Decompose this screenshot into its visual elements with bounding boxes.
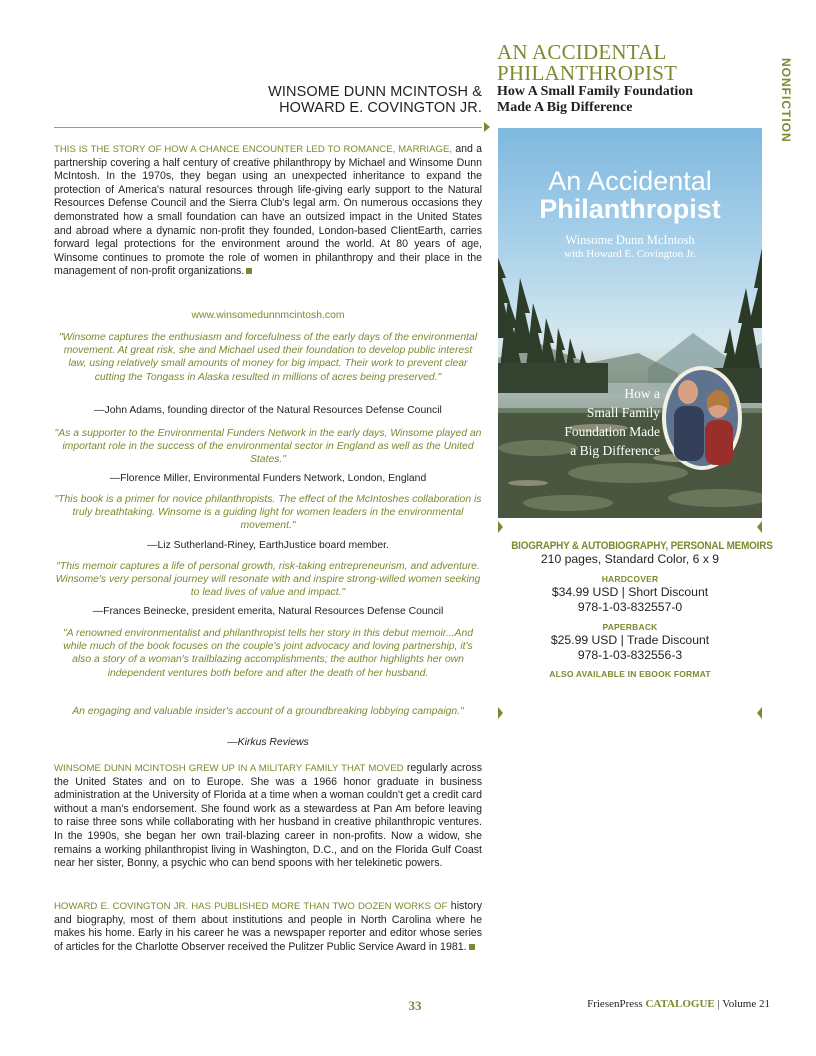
author-line-2: HOWARD E. COVINGTON JR. xyxy=(279,100,482,116)
cover-author-line-1: Winsome Dunn McIntosh xyxy=(565,233,695,247)
end-mark-icon xyxy=(246,268,252,274)
divider-arrow-icon xyxy=(484,122,490,132)
cover-marker-left-icon xyxy=(498,521,503,533)
hardcover-label: HARDCOVER xyxy=(601,574,659,584)
publisher-name: FriesenPress xyxy=(587,998,643,1010)
paperback-label: PAPERBACK xyxy=(602,622,658,632)
review-quote-continued: An engaging and valuable insider's account of a groundbreaking lobbying campaign." xyxy=(72,706,464,717)
book-subtitle-line-2: Made A Big Difference xyxy=(497,99,633,115)
author-bio-covington xyxy=(54,900,482,954)
cover-author-line-2: with Howard E. Covington Jr. xyxy=(564,248,696,260)
book-description xyxy=(54,143,482,279)
cover-tagline xyxy=(528,384,660,460)
author-bio-mcintosh xyxy=(54,762,482,871)
cover-title-line-2: Philanthropist xyxy=(539,194,721,224)
cover-tagline-line: How a xyxy=(624,386,660,401)
book-title-line-1: AN ACCIDENTAL xyxy=(497,40,667,64)
review-quote: "This memoir captures a life of personal growth, risk-taking entrepreneurism, and adventure. Winsome's very personal journey will resonate with and inspire strong-willed women seeking to lead lives of value and impact." xyxy=(55,561,481,599)
website-link[interactable]: www.winsomedunnmcintosh.com xyxy=(191,310,345,321)
genre-label: BIOGRAPHY & AUTOBIOGRAPHY, PERSONAL MEMOIRS xyxy=(511,540,773,552)
review-quote: "Winsome captures the enthusiasm and forcefulness of the early days of the environmental movement. At great risk, she and Michael used their foundation to develop public interest law, using relatively small amounts of money for big impact. Their work to prevent clear cutting the Tongass in Alaska resulted in millions of acres being preserved." xyxy=(58,332,478,383)
cover-tagline-line: Foundation Made xyxy=(564,424,660,439)
header-divider xyxy=(54,127,482,128)
end-mark-icon xyxy=(469,944,475,950)
section-label: NONFICTION xyxy=(779,58,793,143)
volume-label: | Volume 21 xyxy=(717,998,770,1010)
book-title-line-2: PHILANTHROPIST xyxy=(497,61,678,85)
catalogue-footer xyxy=(560,998,770,1010)
description-text: and a partnership covering a half century of creative philanthropy by Michael and Winsome Dunn McIntosh. In the 1970s, they began using an unexpected inheritance to expand the protection of America's natural resources through life-giving early support to the Natural Resources Defense Council and the Sierra Club's legal arm. On numerous occasions they demonstrated how a small foundation can have an outsized impact in the United States and abroad where a dynamic non-profit they founded, London-based ClientEarth, carries forward legal protections for the environment around the world. At 80 years of age, Winsome continues to promote the role of women in philanthropy and their place in the management of non-profit organizations. xyxy=(54,143,482,278)
book-title xyxy=(497,42,757,84)
cover-title-line-1: An Accidental xyxy=(548,166,712,196)
description-lead: THIS IS THE STORY OF HOW A CHANCE ENCOUNTER LED TO ROMANCE, MARRIAGE, xyxy=(54,144,453,155)
book-subtitle xyxy=(497,84,757,115)
review-attribution: —Florence Miller, Environmental Funders Network, London, England xyxy=(109,473,427,484)
page-number: 33 xyxy=(408,998,422,1013)
bio-lead: HOWARD E. COVINGTON JR. HAS PUBLISHED MORE THAN TWO DOZEN WORKS OF xyxy=(54,901,448,912)
cover-tagline-line: Small Family xyxy=(586,405,660,420)
catalogue-label: CATALOGUE xyxy=(645,998,715,1010)
hardcover-price: $34.99 USD | Short Discount xyxy=(551,585,709,599)
book-details xyxy=(498,540,773,679)
author-names xyxy=(220,84,482,116)
review-attribution: —Frances Beinecke, president emerita, Natural Resources Defense Council xyxy=(92,606,444,617)
review-quote: "This book is a primer for novice philanthropists. The effect of the McIntoshes collaboration is truly breathtaking. Winsome is a guiding light for women leaders in the environmental movement." xyxy=(54,494,482,532)
page-spec: 210 pages, Standard Color, 6 x 9 xyxy=(540,552,720,566)
cover-marker-right-icon xyxy=(757,521,762,533)
review-attribution: —Liz Sutherland-Riney, EarthJustice board member. xyxy=(147,540,389,551)
review-attribution: —John Adams, founding director of the Natural Resources Defense Council xyxy=(94,405,442,416)
bio-text: history and biography, most of them about institutions and people in North Carolina where he makes his home. Early in his career he was a newspaper reporter and editor whose series of articles for the Charlotte Observer received the Pulitzer Public Service Award in 1981. xyxy=(54,900,482,953)
cover-tagline-line: a Big Difference xyxy=(570,443,660,458)
hardcover-isbn: 978-1-03-832557-0 xyxy=(577,600,683,614)
author-line-1: WINSOME DUNN MCINTOSH & xyxy=(268,84,482,100)
review-attribution: —Kirkus Reviews xyxy=(227,737,309,748)
bio-text: regularly across the United States and on to Europe. She was a 1966 honor graduate in business administration at the University of Florida at a time when a woman couldn't get a credit card without a man's endorsement. She found work as a stewardess at Pan Am before leaving to raise three sons while collaborating with her husband in creative philanthropic ventures. In the 1990s, she began her own trail-blazing career in non-profits. Now a widow, she remains a working philanthropist living in Washington, D.C., and on the Florida Gulf Coast near her sister, Bonny, a psychic who can bend spoons with her telekinetic powers. xyxy=(54,762,483,870)
ebook-note: ALSO AVAILABLE IN EBOOK FORMAT xyxy=(549,669,711,679)
details-marker-left-icon xyxy=(498,707,503,719)
paperback-isbn: 978-1-03-832556-3 xyxy=(577,648,683,662)
book-cover xyxy=(498,128,762,518)
bio-lead: WINSOME DUNN MCINTOSH GREW UP IN A MILITARY FAMILY THAT MOVED xyxy=(54,763,404,774)
book-subtitle-line-1: How A Small Family Foundation xyxy=(497,84,694,99)
review-quote: "As a supporter to the Environmental Funders Network in the early days, Winsome played an important role in the success of the environmental sector in England as well as the United States." xyxy=(54,428,482,466)
review-quote: "A renowned environmentalist and philanthropist tells her story in this debut memoir...And while much of the book focuses on the couple's joint advocacy and loving partnership, it's also a story of a woman's trailblazing accomplishments; the author highlights her own independent ventures both before and after the death of her husband. xyxy=(62,628,474,679)
details-marker-right-icon xyxy=(757,707,762,719)
paperback-price: $25.99 USD | Trade Discount xyxy=(550,633,710,647)
